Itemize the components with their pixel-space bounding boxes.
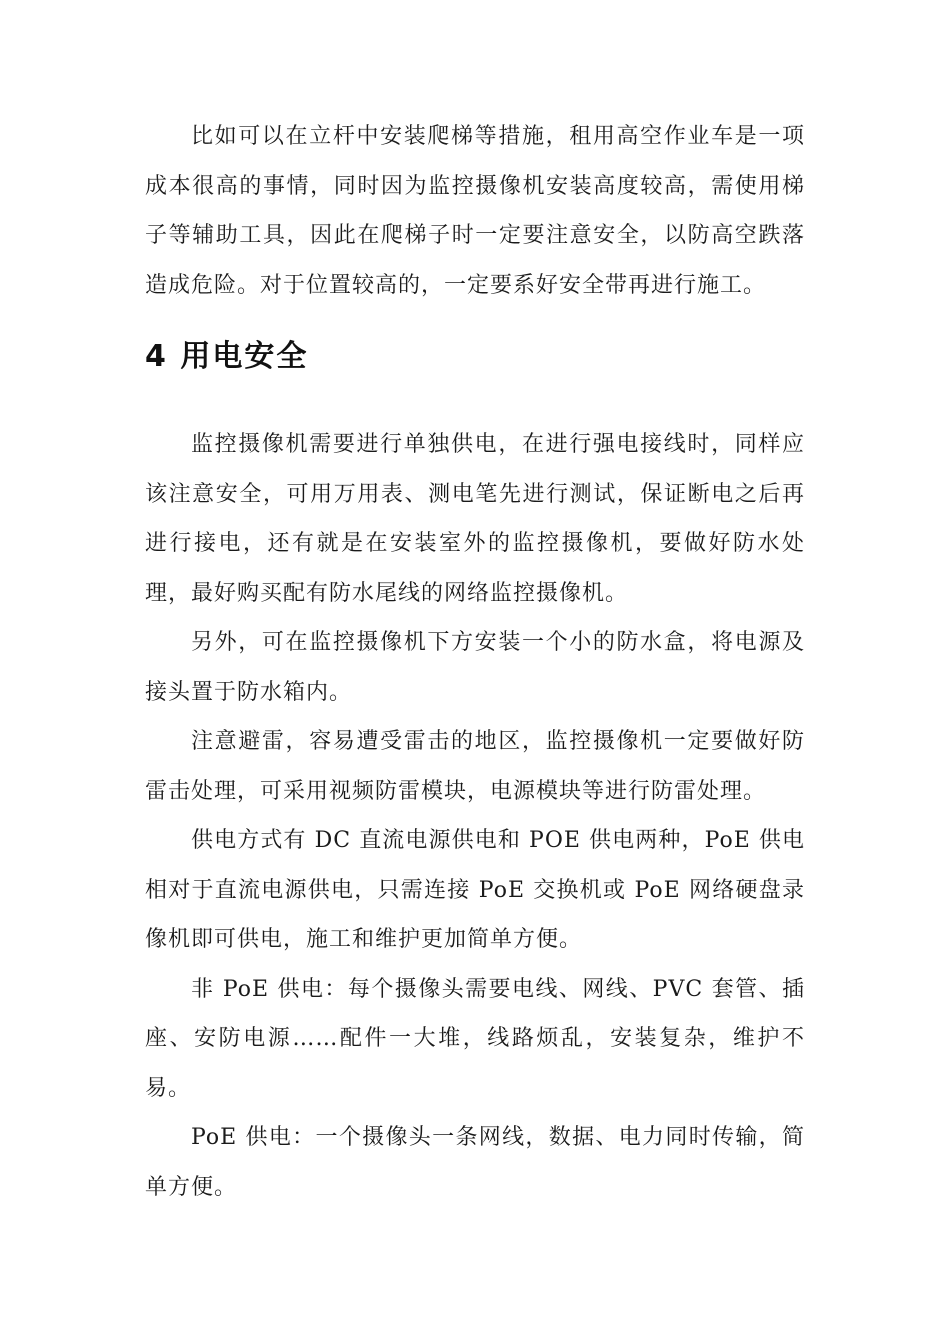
paragraph-power-methods: 供电方式有 DC 直流电源供电和 POE 供电两种，PoE 供电相对于直流电源供电，只需连接 PoE 交换机或 PoE 网络硬盘录像机即可供电，施工和维护更加简单方便。: [145, 828, 805, 952]
paragraph-power-supply: 监控摄像机需要进行单独供电，在进行强电接线时，同样应该注意安全，可用万用表、测电笔先进行测试，保证断电之后再进行接电，还有就是在安装室外的监控摄像机，要做好防水处理，最好购买配有防水尾线的网络监控摄像机。: [145, 432, 805, 606]
paragraph-poe: PoE 供电：一个摄像头一条网线，数据、电力同时传输，简单方便。: [145, 1125, 805, 1200]
paragraph-non-poe: 非 PoE 供电：每个摄像头需要电线、网线、PVC 套管、插座、安防电源……配件一大堆，线路烦乱，安装复杂，维护不易。: [145, 976, 805, 1101]
paragraph-waterproof-box: 另外，可在监控摄像机下方安装一个小的防水盒，将电源及接头置于防水箱内。: [145, 630, 805, 705]
intro-paragraph: 比如可以在立杆中安装爬梯等措施，租用高空作业车是一项成本很高的事情，同时因为监控摄像机安装高度较高，需使用梯子等辅助工具，因此在爬梯子时一定要注意安全，以防高空跌落造成危险。对于位置较高的，一定要系好安全带再进行施工。: [145, 124, 805, 298]
document-body: [145, 112, 805, 1212]
paragraph-lightning: 注意避雷，容易遭受雷击的地区，监控摄像机一定要做好防雷击处理，可采用视频防雷模块，电源模块等进行防雷处理。: [145, 729, 805, 804]
section-heading: 4 用电安全: [145, 339, 309, 374]
